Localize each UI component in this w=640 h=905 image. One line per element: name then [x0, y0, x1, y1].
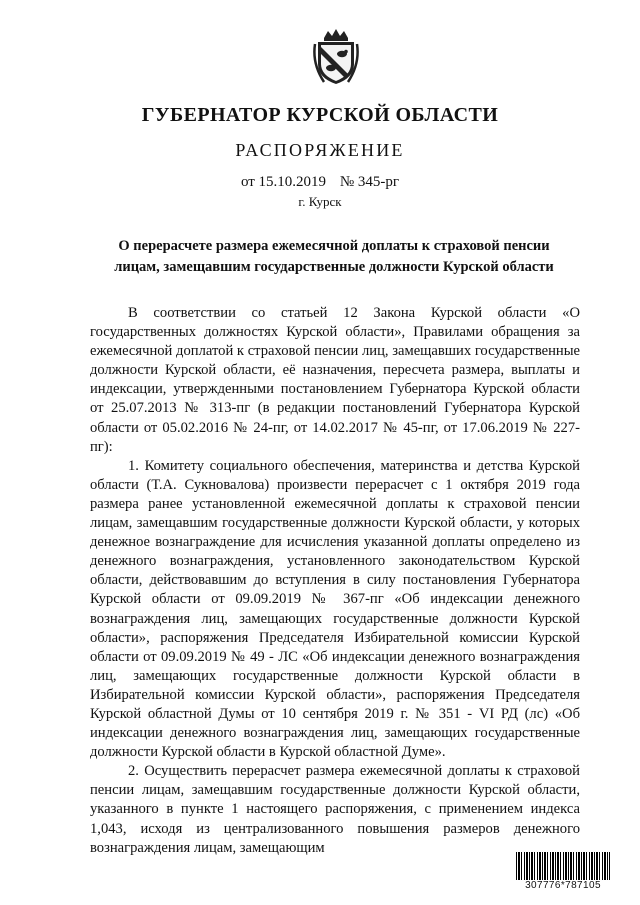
document-type: РАСПОРЯЖЕНИЕ	[235, 140, 405, 160]
barcode-number: 307776*787105	[525, 880, 601, 891]
document-subject	[84, 236, 584, 278]
document-number: № 345-рг	[339, 174, 400, 190]
body-paragraph: 1. Комитету социального обеспечения, материнства и детства Курской области (Т.А. Сукновалова) произвести перерасчет с 1 октября 2019 года размера ранее установленной ежемесячной доплаты к страховой пенсии лицам, замещавшим государственные должности Курской области, у которых денежное вознаграждение для исчисления указанной доплаты определено из денежного вознаграждения, установленного законодательством Курской области, действовавшим до вступления в силу постановления Губернатора Курской области от 09.09.2019 № 367-пг «Об индексации денежного вознаграждения лиц, замещающих государственные должности Курской области», распоряжения Председателя Избирательной комиссии Курской области от 09.09.2019 № 49 - ЛС «Об индексации денежного вознаграждения лиц, замещающих государственные должности Курской области в Избирательной комиссии Курской области», распоряжения Председателя Курской областной Думы от 10 сентября 2019 г. № 351 - VI РД (лс) «Об индексации денежного вознаграждения лиц, замещающих государственные должности Курской области в Курской областной Думе».	[90, 457, 580, 761]
body-paragraph: В соответствии со статьей 12 Закона Курской области «О государственных должностях Курской области», Правилами обращения за ежемесячной доплатой к страховой пенсии лиц, замещавших государственные должности Курской области, её назначения, пересчета размера, выплаты и индексации, утвержденными постановлением Губернатора Курской области от 25.07.2013 № 313-пг (в редакции постановлений Губернатора Курской области от 05.02.2016 № 24-пг, от 14.02.2017 № 45-пг, от 17.06.2019 № 227-пг):	[90, 305, 580, 455]
barcode	[516, 852, 610, 892]
barcode-bars	[516, 852, 610, 880]
subject-line: О перерасчете размера ежемесячной доплаты к страховой пенсии	[118, 238, 550, 254]
body-paragraph: 2. Осуществить перерасчет размера ежемесячной доплаты к страховой пенсии лицам, замещавшим государственные должности Курской области, указанного в пункте 1 настоящего распоряжения, с применением индекса 1,043, исходя из централизованного повышения размеров денежного вознаграждения лицам, замещающим	[90, 763, 580, 856]
subject-line: лицам, замещавшим государственные должности Курской области	[114, 259, 554, 275]
organization-title: ГУБЕРНАТОР КУРСКОЙ ОБЛАСТИ	[141, 104, 499, 126]
date-number-line	[0, 174, 640, 191]
document-body	[90, 304, 580, 858]
document-date: от 15.10.2019	[240, 174, 327, 190]
document-city: г. Курск	[298, 194, 342, 209]
coat-of-arms-emblem	[312, 28, 360, 86]
